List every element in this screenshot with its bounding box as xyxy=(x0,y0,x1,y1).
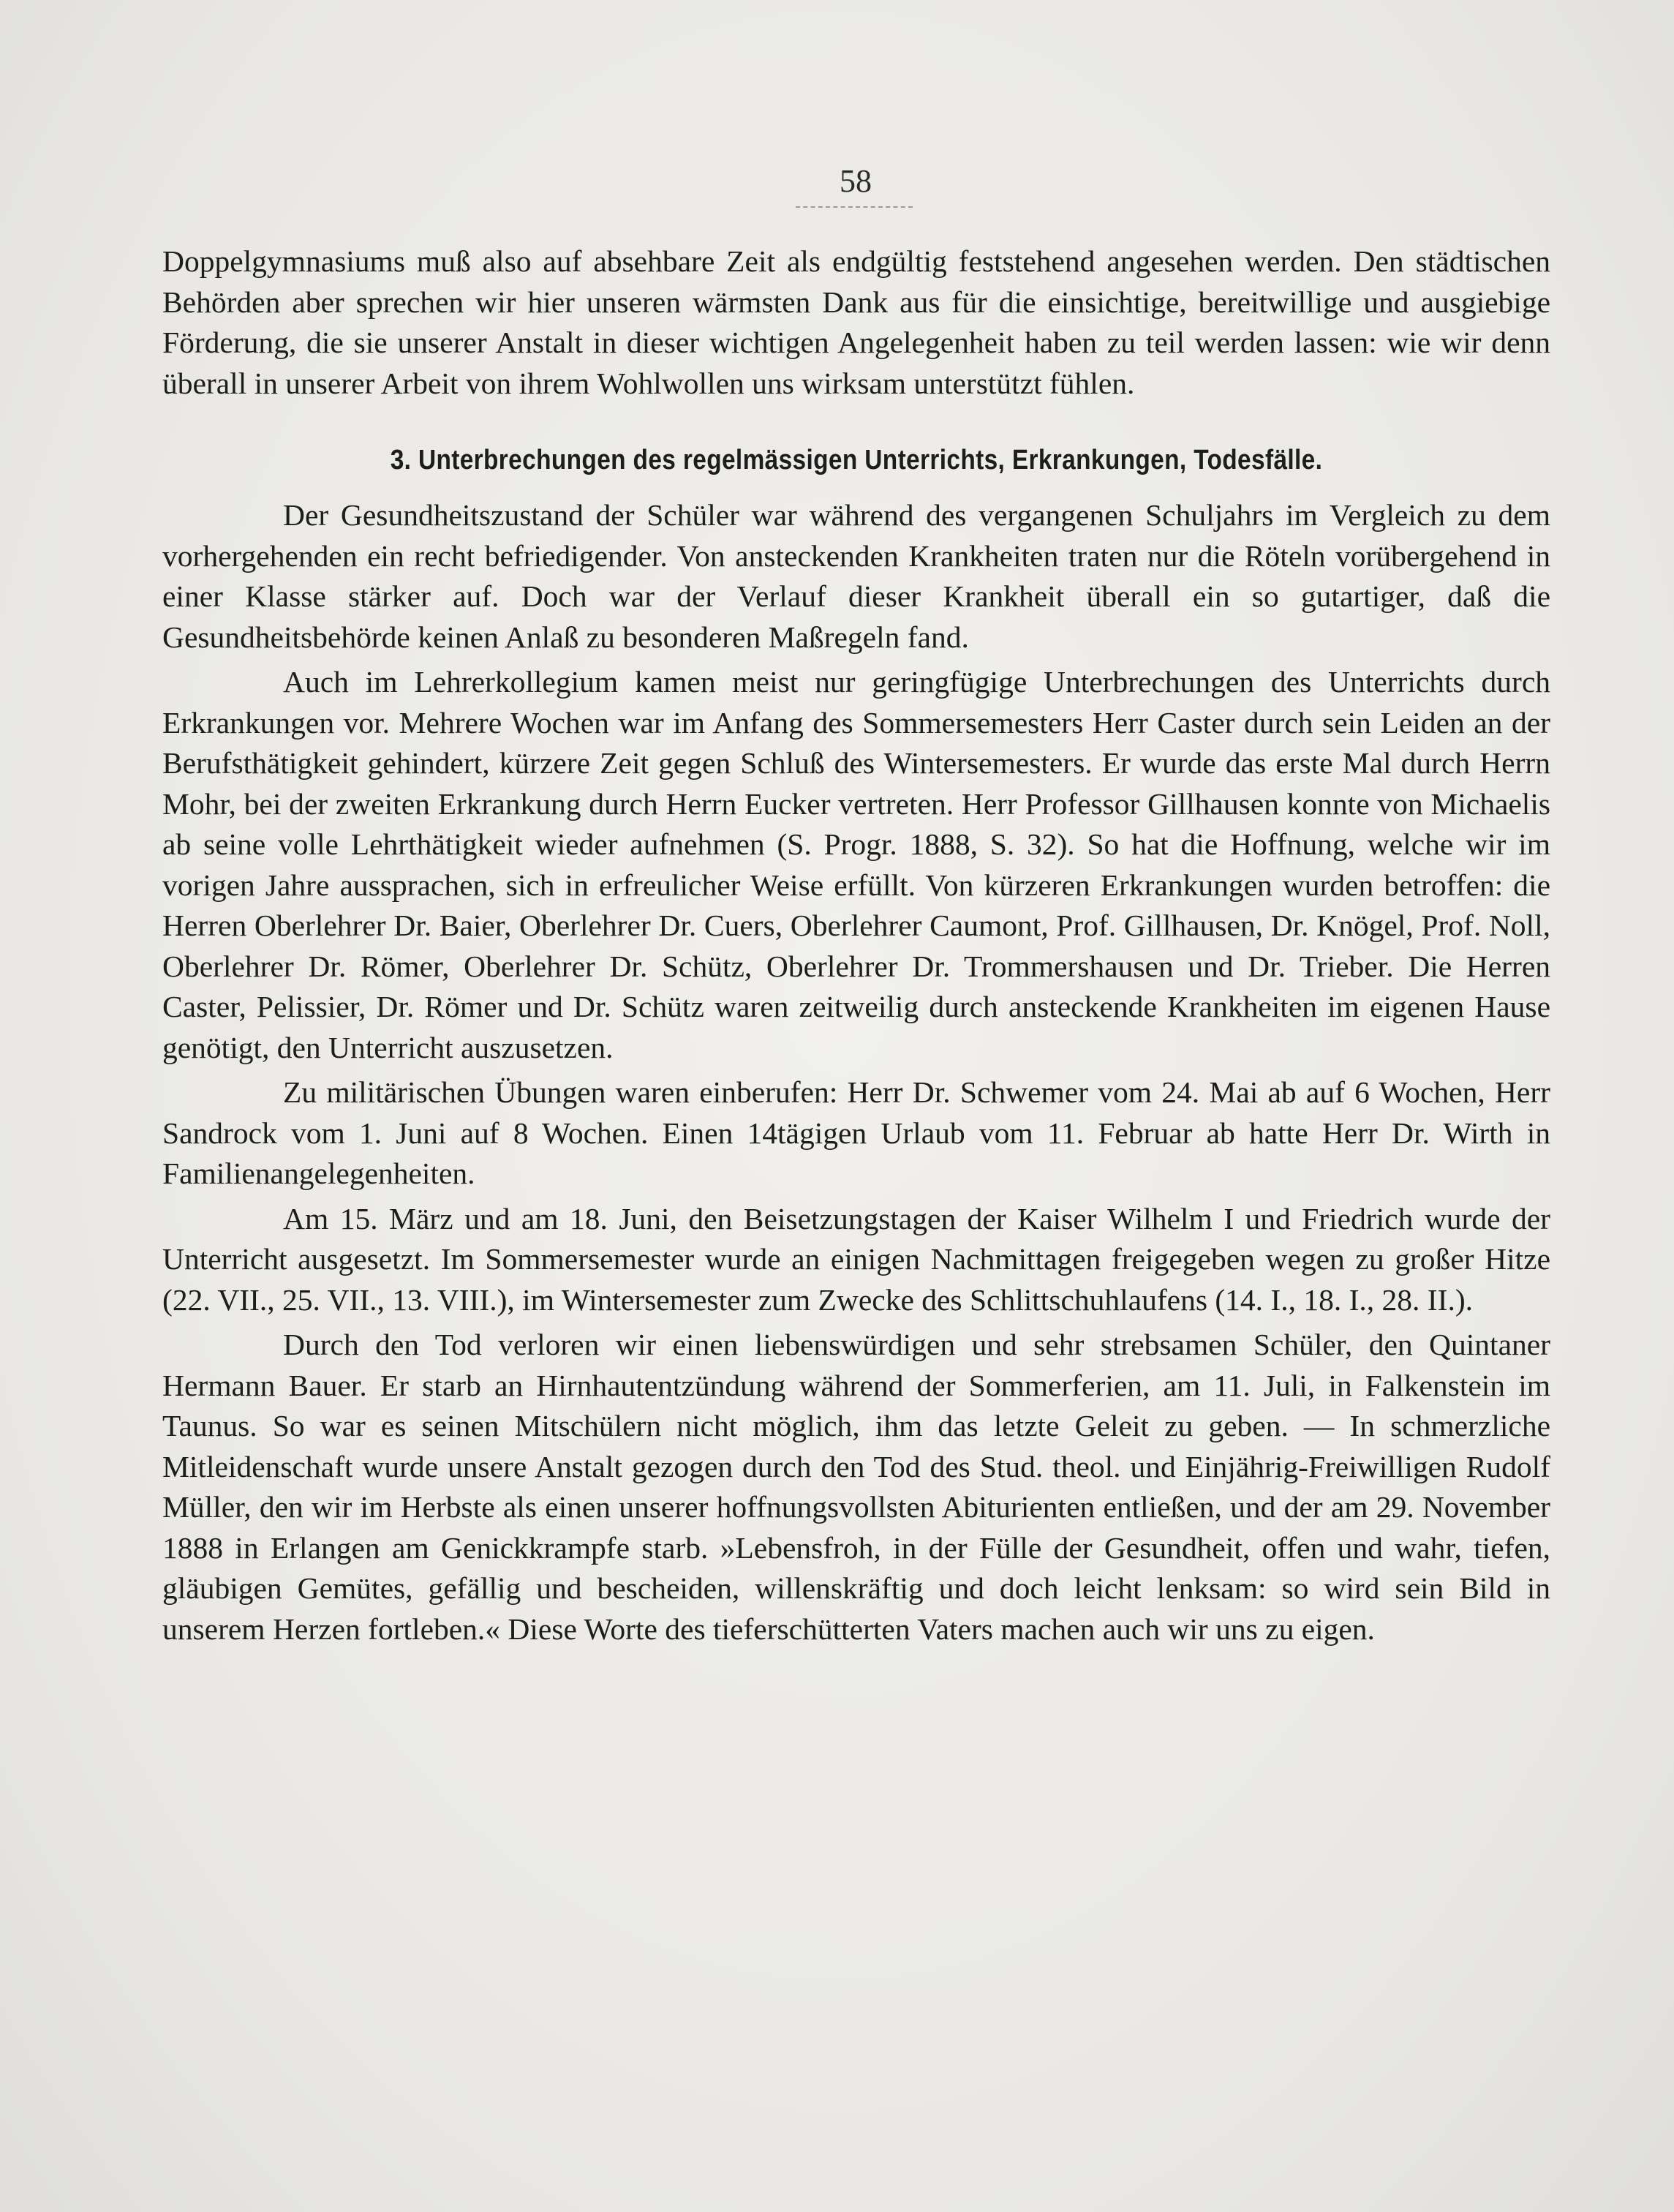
paragraph-teachers: Auch im Lehrerkollegium kamen meist nur geringfügige Unterbrechungen des Unterrichts durch Erkrankungen vor. Mehrere Wochen war im Anfang des Sommersemesters Herr Caster durch sein Leiden an der Berufsthätigkeit gehindert, kürzere Zeit gegen Schluß des Wintersemesters. Er wurde das erste Mal durch Herrn Mohr, bei der zweiten Erkrankung durch Herrn Eucker vertreten. Herr Professor Gillhausen konnte von Michaelis ab seine volle Lehrthätigkeit wieder aufnehmen (S. Progr. 1888, S. 32). So hat die Hoffnung, welche wir im vorigen Jahre aussprachen, sich in erfreulicher Weise erfüllt. Von kürzeren Erkrankungen wurden betroffen: die Herren Oberlehrer Dr. Baier, Oberlehrer Dr. Cuers, Oberlehrer Caumont, Prof. Gillhausen, Dr. Knögel, Prof. Noll, Oberlehrer Dr. Römer, Oberlehrer Dr. Schütz, Oberlehrer Dr. Trommershausen und Dr. Trieber. Die Herren Caster, Pelissier, Dr. Römer und Dr. Schütz waren zeitweilig durch ansteckende Krankheiten im eigenen Hause genötigt, den Unterricht auszusetzen. xyxy=(162,665,1550,1064)
paragraph-military: Zu militärischen Übungen waren einberufen: Herr Dr. Schwemer vom 24. Mai ab auf 6 Wochen, Herr Sandrock vom 1. Juni auf 8 Wochen. Einen 14tägigen Urlaub vom 11. Februar ab hatte Herr Dr. Wirth in Familienangelegenheiten. xyxy=(162,1075,1550,1190)
body-text xyxy=(162,241,1550,1649)
page-number: 58 xyxy=(840,163,872,199)
paragraph-holidays: Am 15. März und am 18. Juni, den Beisetzungstagen der Kaiser Wilhelm I und Friedrich wurde der Unterricht ausgesetzt. Im Sommersemester wurde an einigen Nachmittagen freigegeben wegen zu großer Hitze (22. VII., 25. VII., 13. VIII.), im Wintersemester zum Zwecke des Schlittschuhlaufens (14. I., 18. I., 28. II.). xyxy=(162,1201,1550,1317)
intro-paragraph: Doppelgymnasiums muß also auf absehbare Zeit als endgültig feststehend angesehen werden. Den städtischen Behörden aber sprechen wir hier unseren wärmsten Dank aus für die einsichtige, bereitwillige und ausgiebige Förderung, die sie unserer Anstalt in dieser wichtigen Angelegenheit haben zu teil werden lassen: wie wir denn überall in unserer Arbeit von ihrem Wohlwollen uns wirksam unterstützt fühlen. xyxy=(162,244,1550,400)
paragraph-deaths: Durch den Tod verloren wir einen liebenswürdigen und sehr strebsamen Schüler, den Quintaner Hermann Bauer. Er starb an Hirnhautentzündung während der Sommerferien, am 11. Juli, in Falkenstein im Taunus. So war es seinen Mitschülern nicht möglich, ihm das letzte Geleit zu geben. — In schmerzliche Mitleidenschaft wurde unsere Anstalt gezogen durch den Tod des Stud. theol. und Einjährig-Freiwilligen Rudolf Müller, den wir im Herbste als einen unserer hoffnungsvollsten Abiturienten entließen, und der am 29. November 1888 in Erlangen am Genickkrampfe starb. »Lebensfroh, in der Fülle der Gesundheit, offen und wahr, tiefen, gläubigen Gemütes, gefällig und bescheiden, willenskräftig und doch leicht lenksam: so wird sein Bild in unserem Herzen fortleben.« Diese Worte des tieferschütterten Vaters machen auch wir uns zu eigen. xyxy=(162,1328,1550,1646)
paragraph-health: Der Gesundheitszustand der Schüler war während des vergangenen Schuljahrs im Vergleich zu dem vorhergehenden ein recht befriedigender. Von ansteckenden Krankheiten traten nur die Röteln vorübergehend in einer Klasse stärker auf. Doch war der Verlauf dieser Krankheit überall ein so gutartiger, daß die Gesundheitsbehörde keinen Anlaß zu besonderen Maßregeln fand. xyxy=(162,498,1550,654)
page-number-rule xyxy=(796,206,913,208)
section-heading: 3. Unterbrechungen des regelmässigen Unterrichts, Erkrankungen, Todesfälle. xyxy=(390,445,1323,475)
